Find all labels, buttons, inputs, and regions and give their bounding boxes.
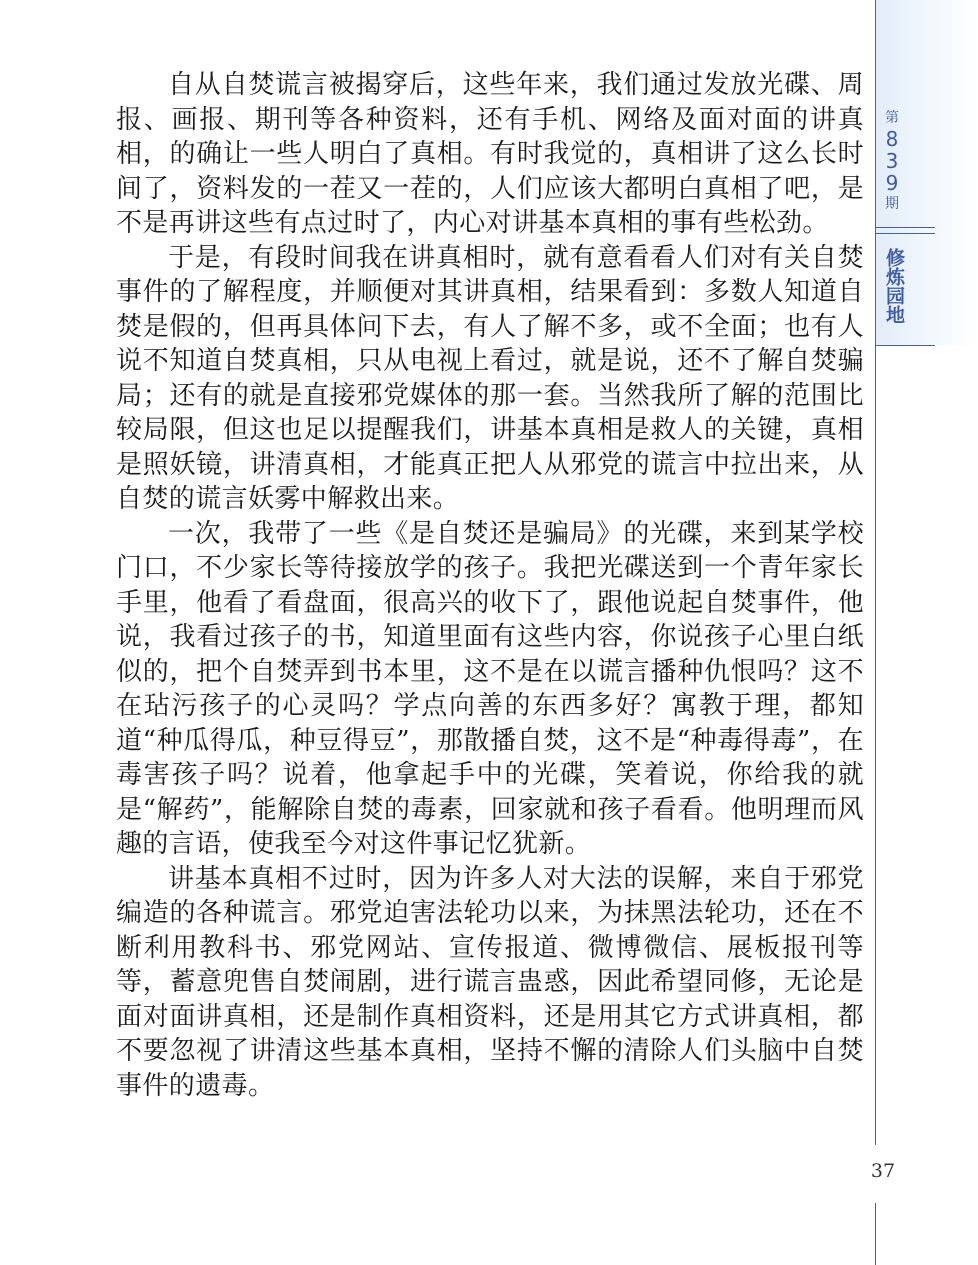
issue-prefix: 第 bbox=[885, 110, 899, 126]
issue-digit: 3 bbox=[885, 149, 899, 173]
article-body bbox=[116, 68, 864, 1103]
paragraph: 自从自焚谎言被揭穿后，这些年来，我们通过发放光碟、周报、画报、期刊等各种资料，还有手机、网络及面对面的讲真相，的确让一些人明白了真相。有时我觉的，真相讲了这么长时间了，资料发的一茬又一茬的，人们应该大都明白真相了吧，是不是再讲这些有点过时了，内心对讲基本真相的事有些松劲。 bbox=[116, 70, 864, 238]
paragraph: 于是，有段时间我在讲真相时，就有意看看人们对有关自焚事件的了解程度，并顺便对其讲真相，结果看到：多数人知道自焚是假的，但再具体问下去，有人了解不多，或不全面；也有人说不知道自焚真相，只从电视上看过，就是说，还不了解自焚骗局；还有的就是直接邪党媒体的那一套。当然我所了解的范围比较局限，但这也足以提醒我们，讲基本真相是救人的关键，真相是照妖镜，讲清真相，才能真正把人从邪党的谎言中拉出来，从自焚的谎言妖雾中解救出来。 bbox=[116, 242, 864, 514]
issue-suffix: 期 bbox=[885, 196, 899, 212]
sidebar-divider-top bbox=[876, 227, 935, 228]
paragraph: 一次，我带了一些《是自焚还是骗局》的光碟，来到某学校门口，不少家长等待接放学的孩子。我把光碟送到一个青年家长手里，他看了看盘面，很高兴的收下了，跟他说起自焚事件，他说，我看过孩子的书，知道里面有这些内容，你说孩子心里白纸似的，把个自焚弄到书本里，这不是在以谎言播种仇恨吗？这不在玷污孩子的心灵吗？学点向善的东西多好？寓教于理，都知道“种瓜得瓜，种豆得豆”，那散播自焚，这不是“种毒得毒”，在毒害孩子吗？说着，他拿起手中的光碟，笑着说，你给我的就是“解药”，能解除自焚的毒素，回家就和孩子看看。他明理而风趣的言语，使我至今对这件事记忆犹新。 bbox=[116, 518, 864, 859]
margin-rule bbox=[875, 0, 876, 1145]
page-number: 37 bbox=[870, 1160, 896, 1182]
issue-digit: 8 bbox=[885, 127, 899, 151]
section-title: 修炼园地 bbox=[883, 248, 905, 324]
sidebar-section-underline bbox=[876, 345, 935, 346]
issue-number bbox=[880, 108, 904, 214]
paragraph: 讲基本真相不过时，因为许多人对大法的误解，来自于邪党编造的各种谎言。邪党迫害法轮功以来，为抹黑法轮功，还在不断利用教科书、邪党网站、宣传报道、微博微信、展板报刊等等，蓄意兜售自焚闹剧，进行谎言蛊惑，因此希望同修，无论是面对面讲真相，还是制作真相资料，还是用其它方式讲真相，都不要忽视了讲清这些基本真相，坚持不懈的清除人们头脑中自焚事件的遗毒。 bbox=[116, 863, 864, 1101]
sidebar-divider-bottom bbox=[876, 233, 935, 234]
margin-rule-lower bbox=[875, 1203, 876, 1265]
issue-digit: 9 bbox=[885, 171, 899, 195]
